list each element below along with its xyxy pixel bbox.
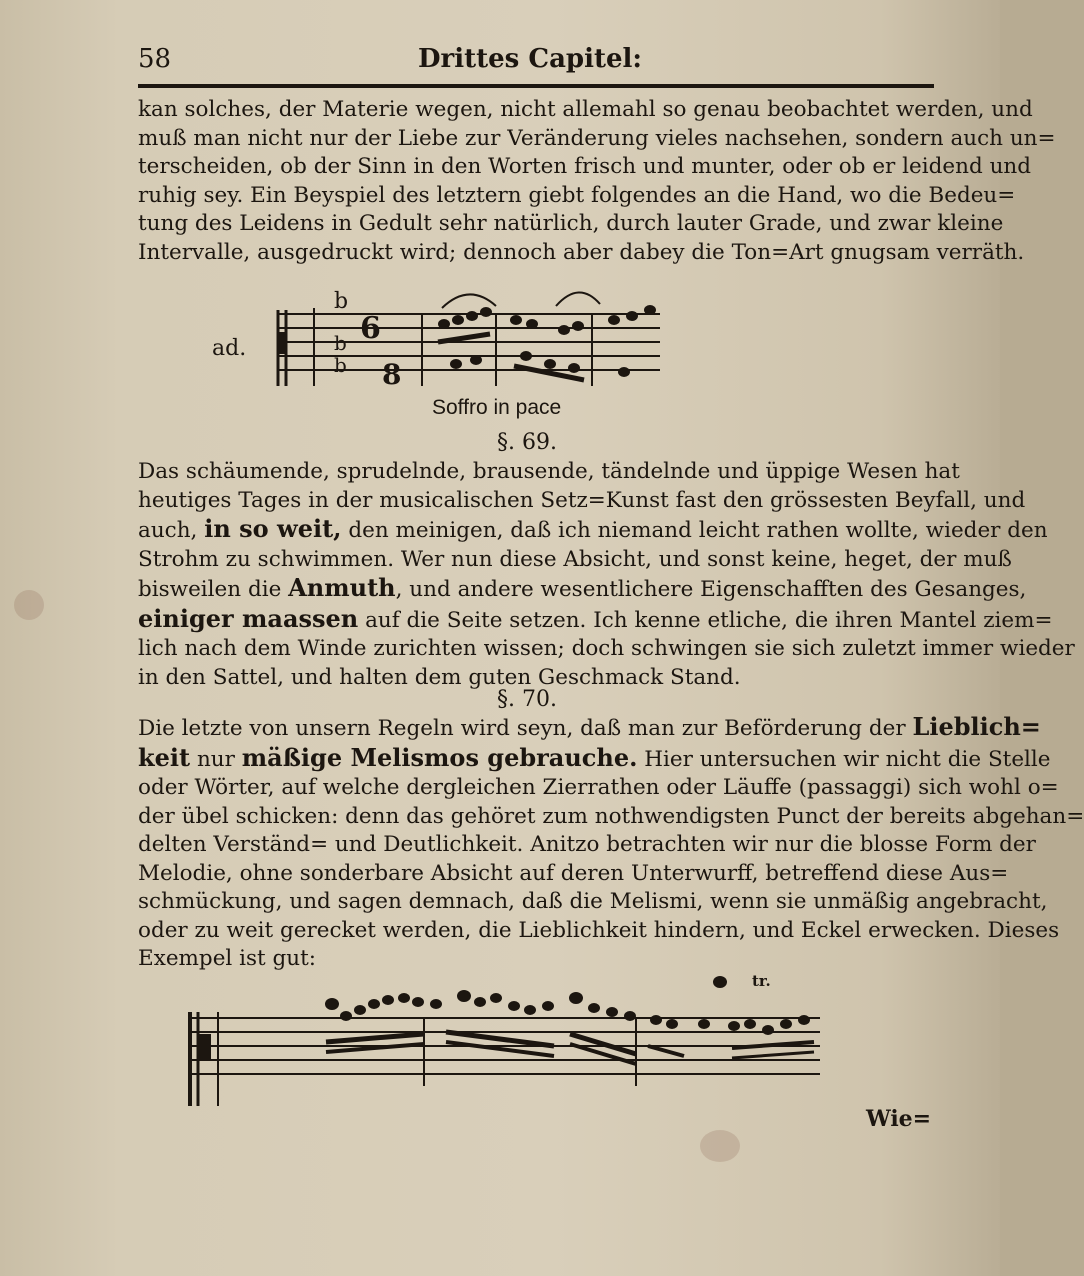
text-line: tung des Leidens in Gedult sehr natürlich, durch lauter Grade, und zwar kleine [138,211,1004,236]
text-line: ruhig sey. Ein Beyspiel des letztern giebt folgendes an die Hand, wo die Bedeu= [138,182,1016,208]
trill-mark: tr. [752,972,771,990]
emphasized-text: einiger maassen [138,603,359,633]
svg-text:b: b [334,331,347,355]
svg-text:b: b [334,353,347,377]
text-segment: bisweilen die [138,577,289,602]
paper-stain [700,1130,740,1162]
emphasized-text: in so weit, [204,514,342,543]
text-line [138,917,1060,946]
running-head: Drittes Capitel: [418,44,642,74]
text-segment: Das schäumende, sprudelnde, brausende, tändelnde und üppige Wesen hat [138,459,960,484]
emphasized-text: keit [138,742,191,772]
emphasized-text: mäßige Melismos gebrauche. [241,742,638,772]
text-segment: delten Verständ= und Deutlichkeit. Anitzo betrachten wir nur die blosse Form der [138,832,1036,857]
text-line [138,831,1036,860]
text-segment: nur [190,746,242,772]
text-line [138,945,938,974]
page-number: 58 [138,44,172,74]
text-segment: Melodie, ohne sonderbare Absicht auf deren Unterwurff, betreffend diese Aus= [138,860,1009,886]
paragraph-intro [138,96,1056,267]
text-line [138,888,1048,917]
paper-stain [14,590,44,620]
text-segment: , und andere wesentlichere Eigenschafften des Gesanges, [395,577,1027,602]
text-line: muß man nicht nur der Liebe zur Veränderung vieles nachsehen, sondern auch un= [138,125,1056,151]
text-segment: der übel schicken: denn das gehöret zum nothwendigsten Punct der bereits abgehan= [138,803,1084,829]
emphasized-text: Anmuth [288,573,396,602]
text-segment: auch, [138,518,205,543]
paragraph-section-69 [138,458,1075,692]
text-line [138,774,1059,803]
text-line [138,635,1075,664]
text-segment: oder zu weit gerecket werden, die Lieblichkeit hindern, und Eckel erwecken. Dieses [138,917,1060,943]
text-segment: Strohm zu schwimmen. Wer nun diese Absicht, und sonst keine, heget, der muß [138,546,1012,572]
page-header [138,40,938,80]
text-line [138,487,1026,516]
text-line: Intervalle, ausgedruckt wird; dennoch aber dabey die Ton=Art gnugsam verräth. [138,239,1025,265]
svg-text:b: b [334,289,349,314]
text-segment: schmückung, und sagen demnach, daß die Melismi, wenn sie unmäßig angebracht, [138,889,1048,914]
emphasized-text: Lieblich= [912,712,1041,741]
section-heading-70: §. 70. [497,687,557,712]
text-line: kan solches, der Materie wegen, nicht allemahl so genau beobachtet werden, und [138,97,1033,122]
text-line [138,514,1048,546]
text-line [138,573,1027,605]
catchword: Wie= [866,1106,932,1132]
header-rule [138,84,934,88]
text-line [138,546,1012,575]
text-segment: auf die Seite setzen. Ich kenne etliche, die ihren Mantel ziem= [358,607,1053,633]
text-segment: den meinigen, daß ich niemand leicht rathen wollte, wieder den [341,518,1048,543]
example-lyric: Soffro in pace [432,396,562,419]
music-example-2 [184,976,824,1116]
svg-text:6: 6 [360,311,381,346]
text-segment: oder Wörter, auf welche dergleichen Zierrathen oder Läuffe (passaggi) sich wohl o= [138,775,1059,800]
text-segment: heutiges Tages in der musicalischen Setz=Kunst fast den grössesten Beyfall, und [138,487,1026,513]
example-label: ad. [212,336,247,361]
paragraph-section-70 [138,712,1084,974]
text-line [138,803,1084,832]
text-line [138,742,1051,775]
text-line [138,712,1041,744]
text-segment: lich nach dem Winde zurichten wissen; doch schwingen sie sich zuletzt immer wieder [138,636,1075,661]
section-heading-69: §. 69. [497,430,557,455]
text-segment: Exempel ist gut: [138,946,317,971]
text-segment: Hier untersuchen wir nicht die Stelle [637,746,1051,772]
text-line [138,860,1009,889]
text-segment: Die letzte von unsern Regeln wird seyn, daß man zur Beförderung der [138,716,913,741]
text-line [138,458,960,487]
text-line [138,603,1053,636]
svg-text:8: 8 [382,358,402,391]
text-segment: in den Sattel, und halten dem guten Geschmack Stand. [138,664,741,690]
music-example-1 [274,280,664,392]
text-line: terscheiden, ob der Sinn in den Worten frisch und munter, oder ob er leidend und [138,154,1032,179]
